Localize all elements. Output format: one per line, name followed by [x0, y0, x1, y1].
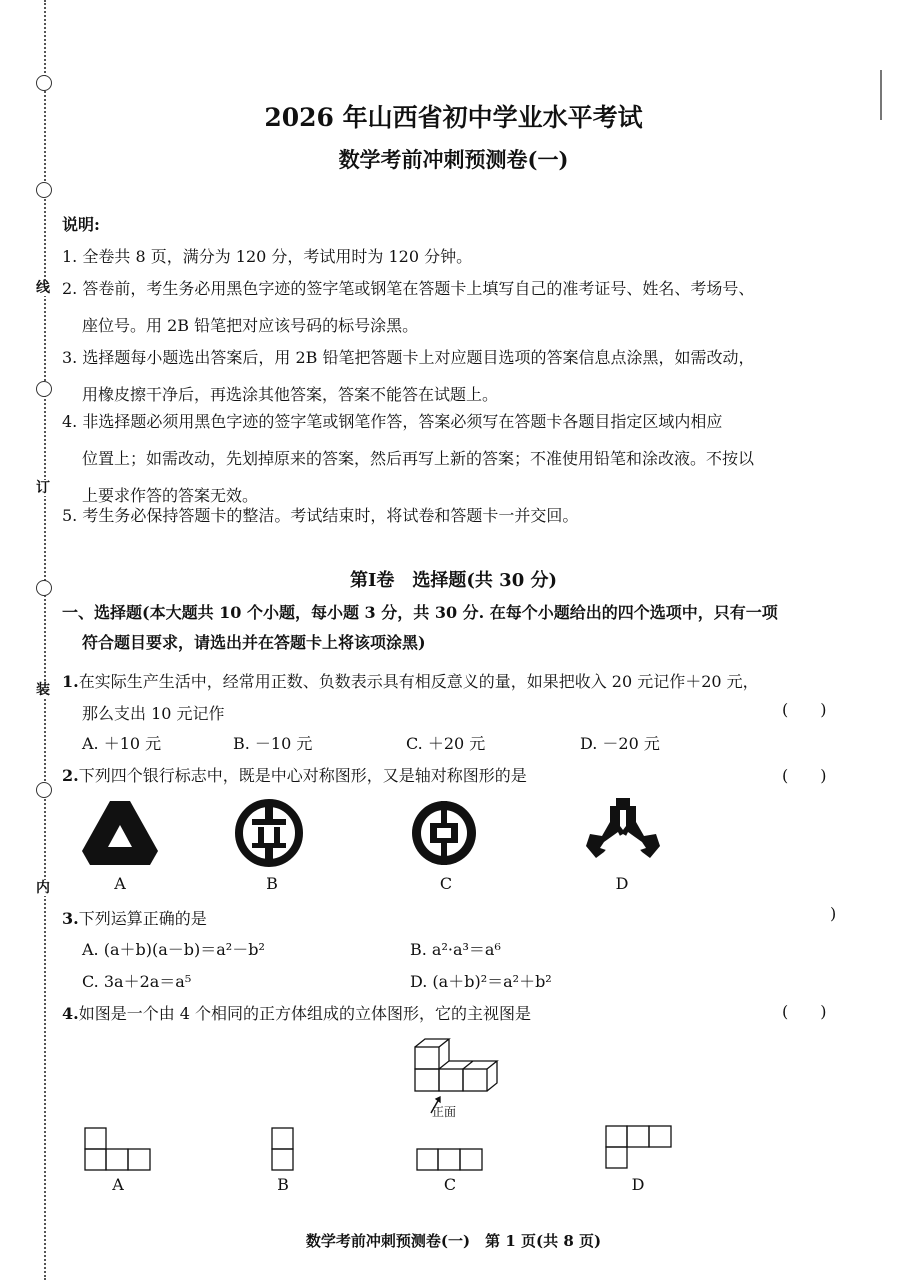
option-a: A. (a＋b)(a－b)＝a²－b² [82, 940, 265, 959]
instruction-text-cont: 位置上；如需改动，先划掉原来的答案，然后再写上新的答案；不准使用铅笔和涂改液。不按以 [82, 449, 755, 468]
question-number: 4. [62, 1004, 79, 1023]
question-number: 1. [62, 672, 79, 691]
instruction-item-3 [62, 339, 842, 413]
instruction-text-cont: 用橡皮擦干净后，再选涂其他答案，答案不能答在试题上。 [82, 385, 499, 404]
triangle-logo-icon [80, 797, 160, 869]
question-text: 如图是一个由 4 个相同的正方体组成的立体图形，它的主视图是 [78, 1004, 532, 1023]
question-text: 下列运算正确的是 [78, 909, 207, 928]
logo-label-d: D [615, 874, 629, 893]
question-4 [62, 1001, 842, 1024]
instruction-text: 5. 考生务必保持答题卡的整洁。考试结束时，将试卷和答题卡一并交回。 [62, 506, 579, 525]
option-d: D. (a＋b)²＝a²＋b² [410, 972, 552, 991]
front-view-option-b [271, 1127, 295, 1171]
part-heading-line2: 符合题目要求，请选出并在答题卡上将该项涂黑) [82, 633, 426, 652]
logo-label-a: A [114, 874, 126, 893]
view-label-c: C [443, 1175, 457, 1194]
binding-hole-mark [36, 75, 52, 91]
coin-logo-c-icon [408, 797, 480, 869]
binding-char-zhuang: 装 [33, 682, 53, 698]
bank-logo-b-icon [234, 797, 304, 869]
logo-label-b: B [266, 874, 278, 893]
instruction-text: 4. 非选择题必须用黑色字迹的签字笔或钢笔作答，答案必须写在答题卡各题目指定区域内相应 [62, 412, 723, 431]
binding-char-xian: 线 [33, 280, 53, 296]
binding-hole-mark [36, 381, 52, 397]
option-d: D. －20 元 [580, 734, 660, 753]
instruction-text: 3. 选择题每小题选出答案后，用 2B 铅笔把答题卡上对应题目选项的答案信息点涂黑，如需改动， [62, 348, 755, 367]
question-1 [62, 666, 842, 730]
question-3 [62, 906, 842, 929]
binding-char-nei: 内 [33, 880, 53, 896]
instruction-text-cont: 座位号。用 2B 铅笔把对应该号码的标号涂黑。 [82, 316, 419, 335]
tri-arm-logo-d-icon [584, 796, 662, 868]
view-label-a: A [112, 1175, 124, 1194]
instruction-item-5 [62, 497, 842, 534]
option-a: A. ＋10 元 [82, 734, 162, 753]
instructions-heading: 说明: [62, 215, 100, 234]
instruction-item-2 [62, 270, 842, 344]
binding-char-ding: 订 [33, 480, 53, 496]
page-footer: 数学考前冲刺预测卷(一) 第 1 页(共 8 页) [305, 1232, 602, 1250]
exam-subtitle: 数学考前冲刺预测卷(一) [338, 147, 569, 172]
instruction-text-cont: 上要求作答的答案无效。 [82, 486, 259, 505]
answer-paren: ( ) [782, 766, 827, 785]
question-text: 下列四个银行标志中，既是中心对称图形，又是轴对称图形的是 [78, 766, 527, 785]
logo-label-c: C [439, 874, 453, 893]
part-heading [62, 598, 852, 658]
exam-title: 2026 年山西省初中学业水平考试 [264, 103, 643, 132]
answer-paren: ( ) [782, 700, 827, 719]
question-text: 在实际生产生活中，经常用正数、负数表示具有相反意义的量，如果把收入 20 元记作＋20 元， [78, 672, 759, 691]
instruction-text: 1. 全卷共 8 页，满分为 120 分，考试用时为 120 分钟。 [62, 247, 473, 266]
option-c: C. ＋20 元 [406, 734, 486, 753]
front-view-option-d [605, 1125, 673, 1171]
question-text-cont: 那么支出 10 元记作 [82, 704, 225, 723]
binding-hole-mark [36, 182, 52, 198]
binding-hole-mark [36, 782, 52, 798]
front-view-option-a [84, 1127, 152, 1171]
section-title: 第Ⅰ卷 选择题(共 30 分) [349, 570, 558, 591]
instruction-text: 2. 答卷前，考生务必用黑色字迹的签字笔或钢笔在答题卡上填写自己的准考证号、姓名、考场号、 [62, 279, 755, 298]
view-label-d: D [631, 1175, 645, 1194]
option-b: B. －10 元 [233, 734, 313, 753]
front-view-label: 正面 [432, 1105, 457, 1119]
option-c: C. 3a＋2a＝a⁵ [82, 972, 192, 991]
question-2 [62, 763, 842, 786]
answer-paren: ( ) [782, 1002, 827, 1021]
question-number: 2. [62, 766, 79, 785]
part-heading-line1: 一、选择题(本大题共 10 个小题，每小题 3 分，共 30 分. 在每个小题给出的四个选项中，只有一项 [62, 603, 778, 622]
answer-paren: ) [830, 904, 837, 923]
question-number: 3. [62, 909, 79, 928]
option-b: B. a²·a³＝a⁶ [410, 940, 501, 959]
view-label-b: B [277, 1175, 289, 1194]
front-view-option-c [416, 1148, 484, 1172]
